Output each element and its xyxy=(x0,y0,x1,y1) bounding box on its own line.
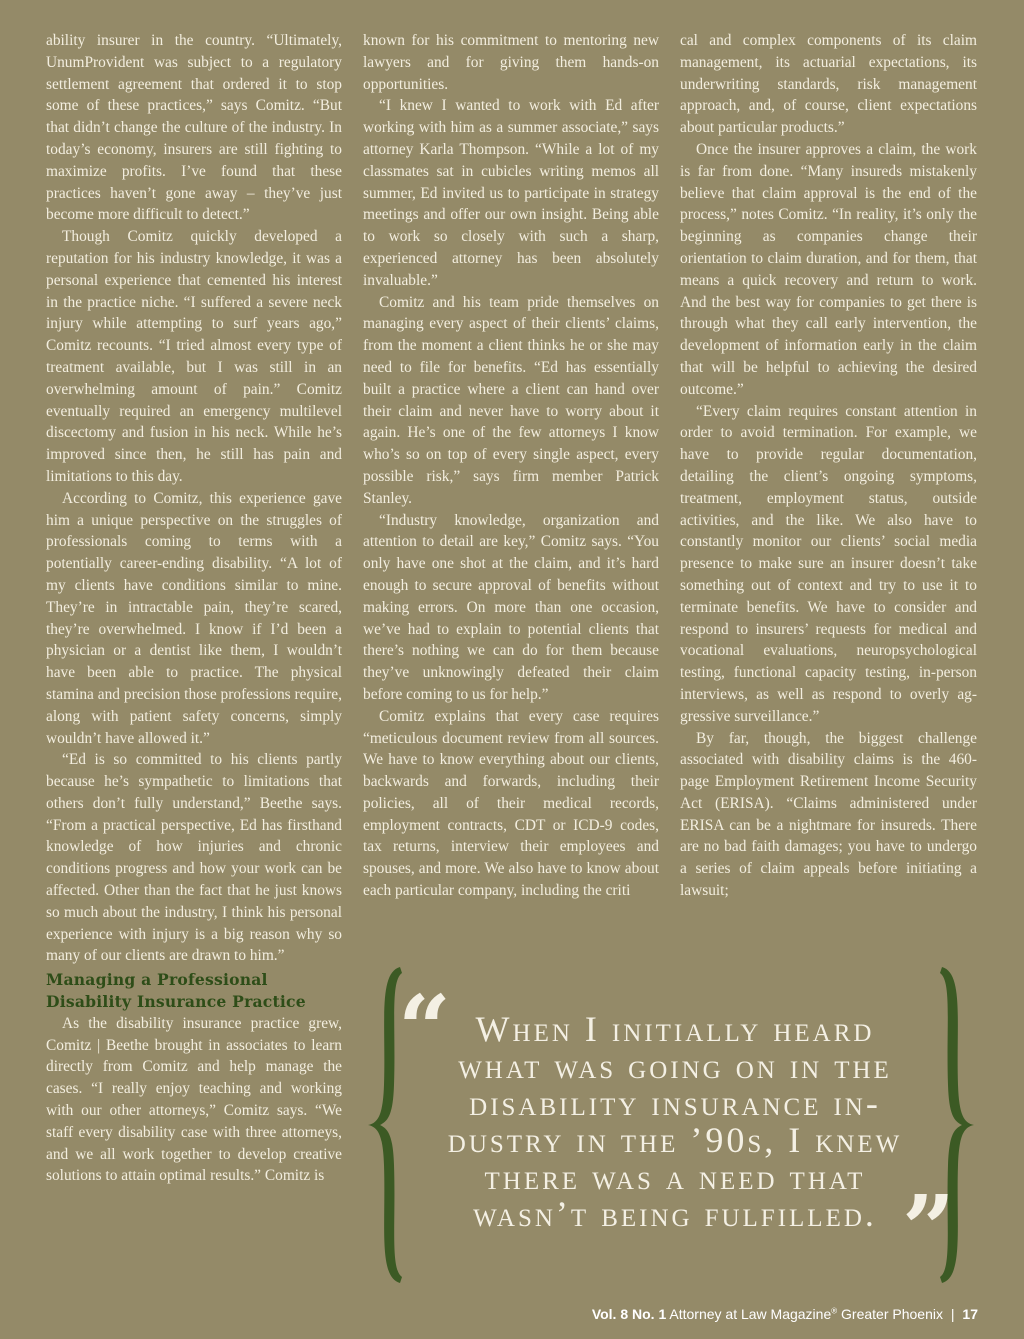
paragraph: “Every claim requires constant attention in order to avoid termination. For example, we have to provide regular documentation, detailing the client’s ongoing symptoms, treatment, employment status, outside activities, and the like. We also have to constantly monitor our clients’ social media presence to make sure an insurer doesn’t take something out of context and try to use it to terminate benefits. We have to consider and respond to insurers’ requests for medical and vocational evaluations, neuropsychological testing, functional capacity testing, in-person interviews, as well as respond to overly aggressive surveillance.” xyxy=(680,402,977,725)
paragraph: According to Comitz, this experience gave him a unique perspective on the struggles of professionals coming to terms with a potentially career-ending disability. “A lot of my clients have conditions similar to mine. They’re in intractable pain, they’re scared, they’re overwhelmed. I know if I’d been a physician or a dentist like them, I wouldn’t have been able to practice. The physical stamina and precision those professions require, along with patient safety concerns, simply wouldn’t have allowed it.” xyxy=(46,489,342,747)
paragraph: As the disability insurance practice grew, Comitz | Beethe brought in associates to learn directly from Comitz and help manage the cases. “I really enjoy teaching and working with our other attorneys,” Comitz says. “We staff every disability case with three attorneys, and we all work together to develop creative solutions to attain optimal results.” Comitz is xyxy=(46,1014,342,1185)
page-number: 17 xyxy=(962,1306,978,1322)
paragraph: By far, though, the biggest challenge associated with disability claims is the 460-page Employment Retirement Income Security Act (ERISA). “Claims administered under ERISA can be a nightmare for insureds. There are no bad faith damages; you have to undergo a series of claim appeals before initiating a lawsuit; xyxy=(680,729,977,900)
article-column-2 xyxy=(363,30,659,902)
registered-mark: ® xyxy=(831,1306,838,1316)
edition-name: Greater Phoenix xyxy=(841,1306,943,1322)
paragraph: ability insurer in the country. “Ultimately, UnumProvident was subject to a regulatory settlement agreement that ordered it to stop some of these practices,” says Comitz. “But that didn’t change the culture of the industry. In today’s economy, insurers are still fighting to maximize profits. I’ve found that these practices haven’t gone away – they’ve just become more difficult to detect.” xyxy=(46,32,342,224)
paragraph: Though Comitz quickly developed a reputation for his industry knowledge, it was a personal experience that cemented his interest in the practice niche. “I suffered a severe neck injury while attempting to surf years ago,” Comitz recounts. “I tried almost every type of treatment available, but I was still in an overwhelming amount of pain.” Comitz eventually required an emergency multilevel discectomy and fusion in his neck. While he’s improved since then, he still has pain and limitations to this day. xyxy=(46,228,342,485)
paragraph: “I knew I wanted to work with Ed after working with him as a summer associate,” says attorney Karla Thompson. “While a lot of my classmates sat in cubicles writing memos all summer, Ed invited us to participate in strategy meetings and offer our own insight. Being able to work so closely with such a sharp, experienced attorney has been absolutely invaluable.” xyxy=(363,97,659,289)
paragraph: “Ed is so committed to his clients partly because he’s sympathetic to limitations that others don’t fully understand,” Beethe says. “From a practical perspective, Ed has firsthand knowledge of how injuries and chronic conditions progress and how your work can be affected. Other than the fact that he just knows so much about the industry, I think his personal experience with injury is a big reason why so many of our clients are drawn to him.” xyxy=(46,751,342,965)
pull-quote xyxy=(364,965,978,1285)
paragraph: Once the insurer approves a claim, the work is far from done. “Many insureds mistakenly believe that claim approval is the end of the process,” notes Comitz. “In reality, it’s only the beginning as companies change their orientation to claim duration, and for them, that means a quick recovery and return to work. And the best way for companies to get there is through what they call early intervention, the development of information early in the claim that will be helpful to achieving the desired outcome.” xyxy=(680,140,977,398)
paragraph: cal and complex components of its claim management, its actuarial expectations, its underwriting standards, risk management approach, and, of course, client expectations about particular products.” xyxy=(680,32,977,137)
issue-volume: Vol. 8 No. 1 xyxy=(591,1306,667,1322)
pull-quote-text: When I initially heard what was going on in the disability insurance in- dustry in the ’90s, I knew there was a need that wasn’t being fulfilled. xyxy=(447,1009,903,1234)
article-column-1 xyxy=(46,30,342,1187)
page-footer xyxy=(592,1306,978,1322)
article-column-3 xyxy=(680,30,977,902)
magazine-name: Attorney at Law Magazine xyxy=(669,1306,832,1322)
close-quote-icon: ” xyxy=(902,1175,955,1283)
paragraph: Comitz explains that every case requires “meticulous document review from all sources. We have to know everything about our clients, backwards and forwards, including their policies, all of their medical records, employment contracts, CDT or ICD-9 codes, tax returns, interview their employees and spouses, and more. We also have to know about each particular company, including the criti xyxy=(363,707,659,900)
open-quote-icon: “ xyxy=(398,975,451,1083)
paragraph: known for his commitment to mentoring new lawyers and for giving them hands-on opportunities. xyxy=(363,32,659,93)
paragraph: Comitz and his team pride themselves on managing every aspect of their clients’ claims, from the moment a client thinks he or she may need to file for benefits. “Ed has essentially built a practice where a client can hand over their claim and never have to worry about it again. He’s one of the few attorneys I know who’s so on top of every single aspect, every possible risk,” says firm member Patrick Stanley. xyxy=(363,293,659,507)
footer-separator: | xyxy=(950,1306,955,1322)
section-subhead: Managing a Professional Disability Insurance Practice xyxy=(46,970,306,1012)
paragraph: “Industry knowledge, organization and attention to detail are key,” Comitz says. “You only have one shot at the claim, and it’s hard enough to secure approval of benefits without making errors. On more than one occasion, we’ve had to explain to potential clients that there’s nothing we can do for them because they’ve unknowingly defeated their claim before coming to us for help.” xyxy=(363,511,659,703)
